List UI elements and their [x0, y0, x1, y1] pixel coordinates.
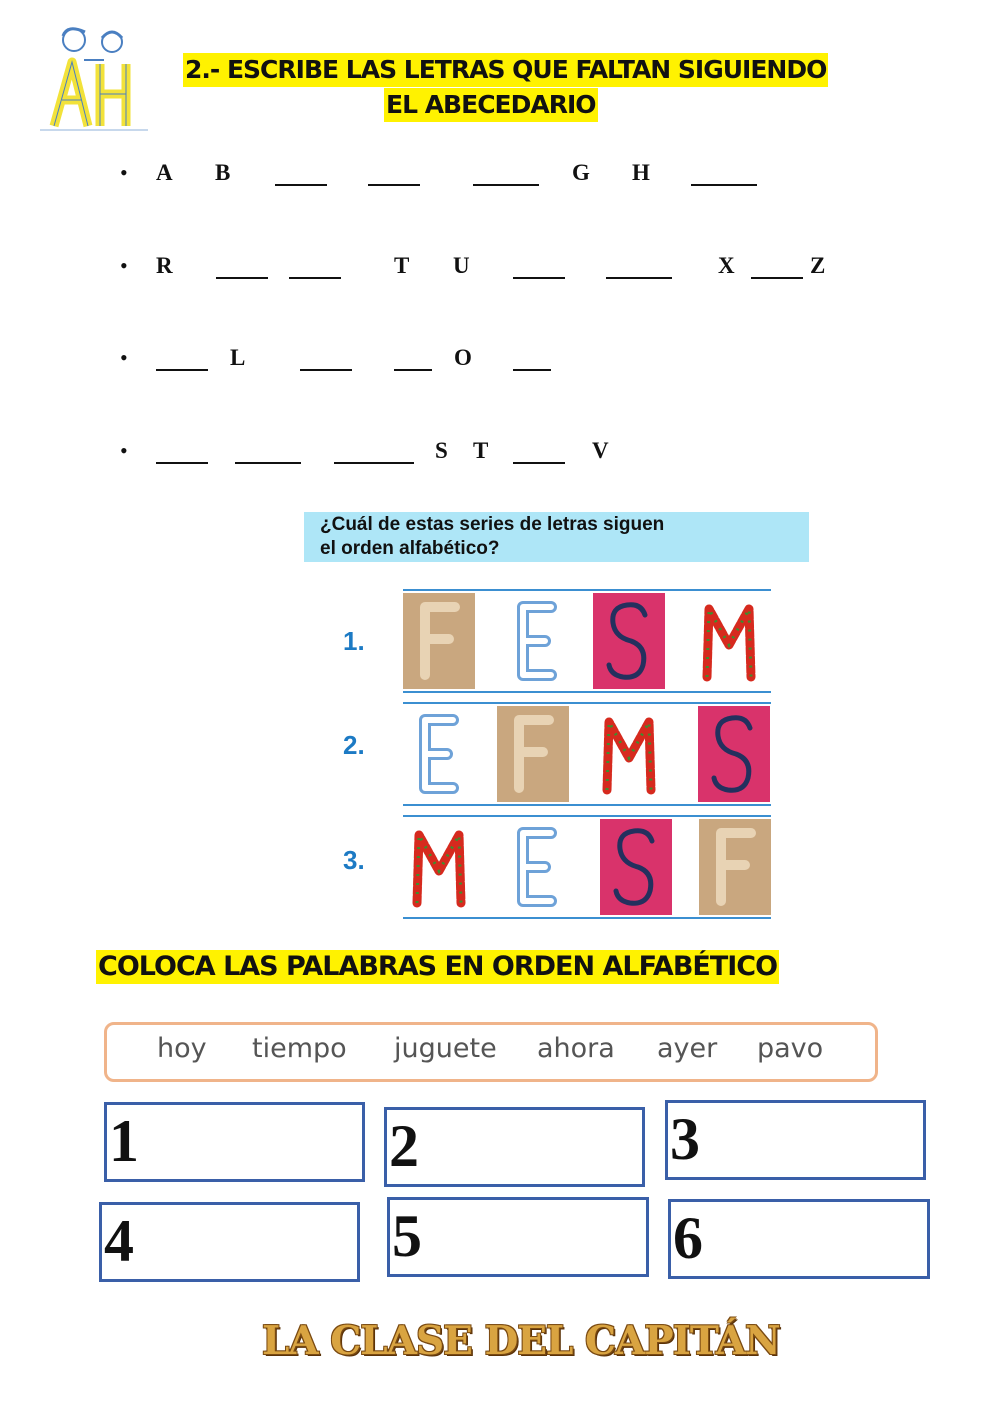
letter-s-glyph [600, 819, 672, 915]
letter-e-glyph [501, 593, 573, 689]
word[interactable]: tiempo [252, 1033, 347, 1064]
answer-number: 4 [104, 1208, 134, 1274]
letter-s-glyph [698, 706, 770, 802]
letter-f-glyph [497, 706, 569, 802]
tile-strawberry-m [693, 593, 765, 689]
word[interactable]: ahora [537, 1033, 615, 1064]
answer-box-5[interactable] [387, 1197, 649, 1277]
tile-pink-s [600, 819, 672, 915]
bullet: • [120, 253, 128, 278]
tile-pink-s [593, 593, 665, 689]
letter-s-glyph [593, 593, 665, 689]
word[interactable]: hoy [157, 1033, 207, 1064]
letter-f-glyph [699, 819, 771, 915]
series-strip-1[interactable] [403, 589, 771, 693]
answer-number: 6 [673, 1205, 703, 1271]
letter-m-glyph [593, 706, 665, 802]
letter: S [435, 438, 448, 463]
letter-f-glyph [403, 593, 475, 689]
blank-line[interactable] [513, 462, 565, 464]
blank-line[interactable] [156, 462, 208, 464]
question-line-1: ¿Cuál de estas series de letras siguen [320, 514, 665, 535]
bullet: • [120, 160, 128, 185]
blank-line[interactable] [156, 369, 208, 371]
blank-line[interactable] [300, 369, 352, 371]
answer-box-6[interactable] [668, 1199, 930, 1279]
blank-line[interactable] [334, 462, 414, 464]
exercise-title: 2.- ESCRIBE LAS LETRAS QUE FALTAN SIGUIENDO [183, 53, 828, 87]
bullet: • [120, 345, 128, 370]
blank-line[interactable] [216, 277, 268, 279]
letter: T [473, 438, 489, 463]
tile-strawberry-m [593, 706, 665, 802]
answer-number: 5 [392, 1203, 422, 1269]
letter: U [453, 253, 470, 278]
word[interactable]: ayer [657, 1033, 718, 1064]
series-strip-2[interactable] [403, 702, 771, 806]
letter-m-glyph [693, 593, 765, 689]
letter: L [230, 345, 246, 370]
answer-box-2[interactable] [384, 1107, 645, 1187]
blank-line[interactable] [368, 184, 420, 186]
question-text [320, 513, 800, 561]
blank-line[interactable] [394, 369, 432, 371]
answer-number: 3 [670, 1106, 700, 1172]
blank-line[interactable] [691, 184, 757, 186]
blank-line[interactable] [606, 277, 672, 279]
tile-rope-e [501, 593, 573, 689]
answer-box-3[interactable] [665, 1100, 926, 1180]
tile-rope-e [403, 706, 475, 802]
word[interactable]: juguete [394, 1033, 497, 1064]
letter-e-glyph [501, 819, 573, 915]
letter-e-glyph [403, 706, 475, 802]
letter: A [156, 160, 173, 185]
letter-m-glyph [403, 819, 475, 915]
exercise-title-line2: EL ABECEDARIO [384, 88, 598, 122]
blank-line[interactable] [275, 184, 327, 186]
bullet: • [120, 438, 128, 463]
blank-line[interactable] [751, 277, 803, 279]
word-bank [104, 1022, 878, 1082]
tile-rope-e [501, 819, 573, 915]
tile-sand-f [403, 593, 475, 689]
tile-sand-f [699, 819, 771, 915]
blank-line[interactable] [289, 277, 341, 279]
word[interactable]: pavo [757, 1033, 824, 1064]
letter: G [572, 160, 590, 185]
series-number[interactable]: 2. [343, 730, 365, 760]
tile-sand-f [497, 706, 569, 802]
letter: O [454, 345, 472, 370]
footer-logo-text: LA CLASE DEL CAPITÁN [262, 1318, 780, 1364]
letter: H [632, 160, 650, 185]
letter: B [215, 160, 231, 185]
tile-strawberry-m [403, 819, 475, 915]
letter: X [718, 253, 735, 278]
question-box [304, 512, 809, 562]
letter: Z [810, 253, 826, 278]
blank-line[interactable] [235, 462, 301, 464]
question-line-2: el orden alfabético? [320, 538, 500, 559]
letter: V [592, 438, 609, 463]
series-number[interactable]: 3. [343, 845, 365, 875]
blank-line[interactable] [513, 277, 565, 279]
letter: R [156, 253, 173, 278]
answer-box-1[interactable] [104, 1102, 365, 1182]
logo [38, 22, 150, 134]
blank-line[interactable] [513, 369, 551, 371]
answer-box-4[interactable] [99, 1202, 360, 1282]
words-title: COLOCA LAS PALABRAS EN ORDEN ALFABÉTICO [98, 951, 778, 982]
answer-number: 2 [389, 1113, 419, 1179]
answer-number: 1 [109, 1108, 139, 1174]
series-number[interactable]: 1. [343, 626, 365, 656]
series-strip-3[interactable] [403, 815, 771, 919]
tile-pink-s [698, 706, 770, 802]
blank-line[interactable] [473, 184, 539, 186]
letter: T [394, 253, 410, 278]
